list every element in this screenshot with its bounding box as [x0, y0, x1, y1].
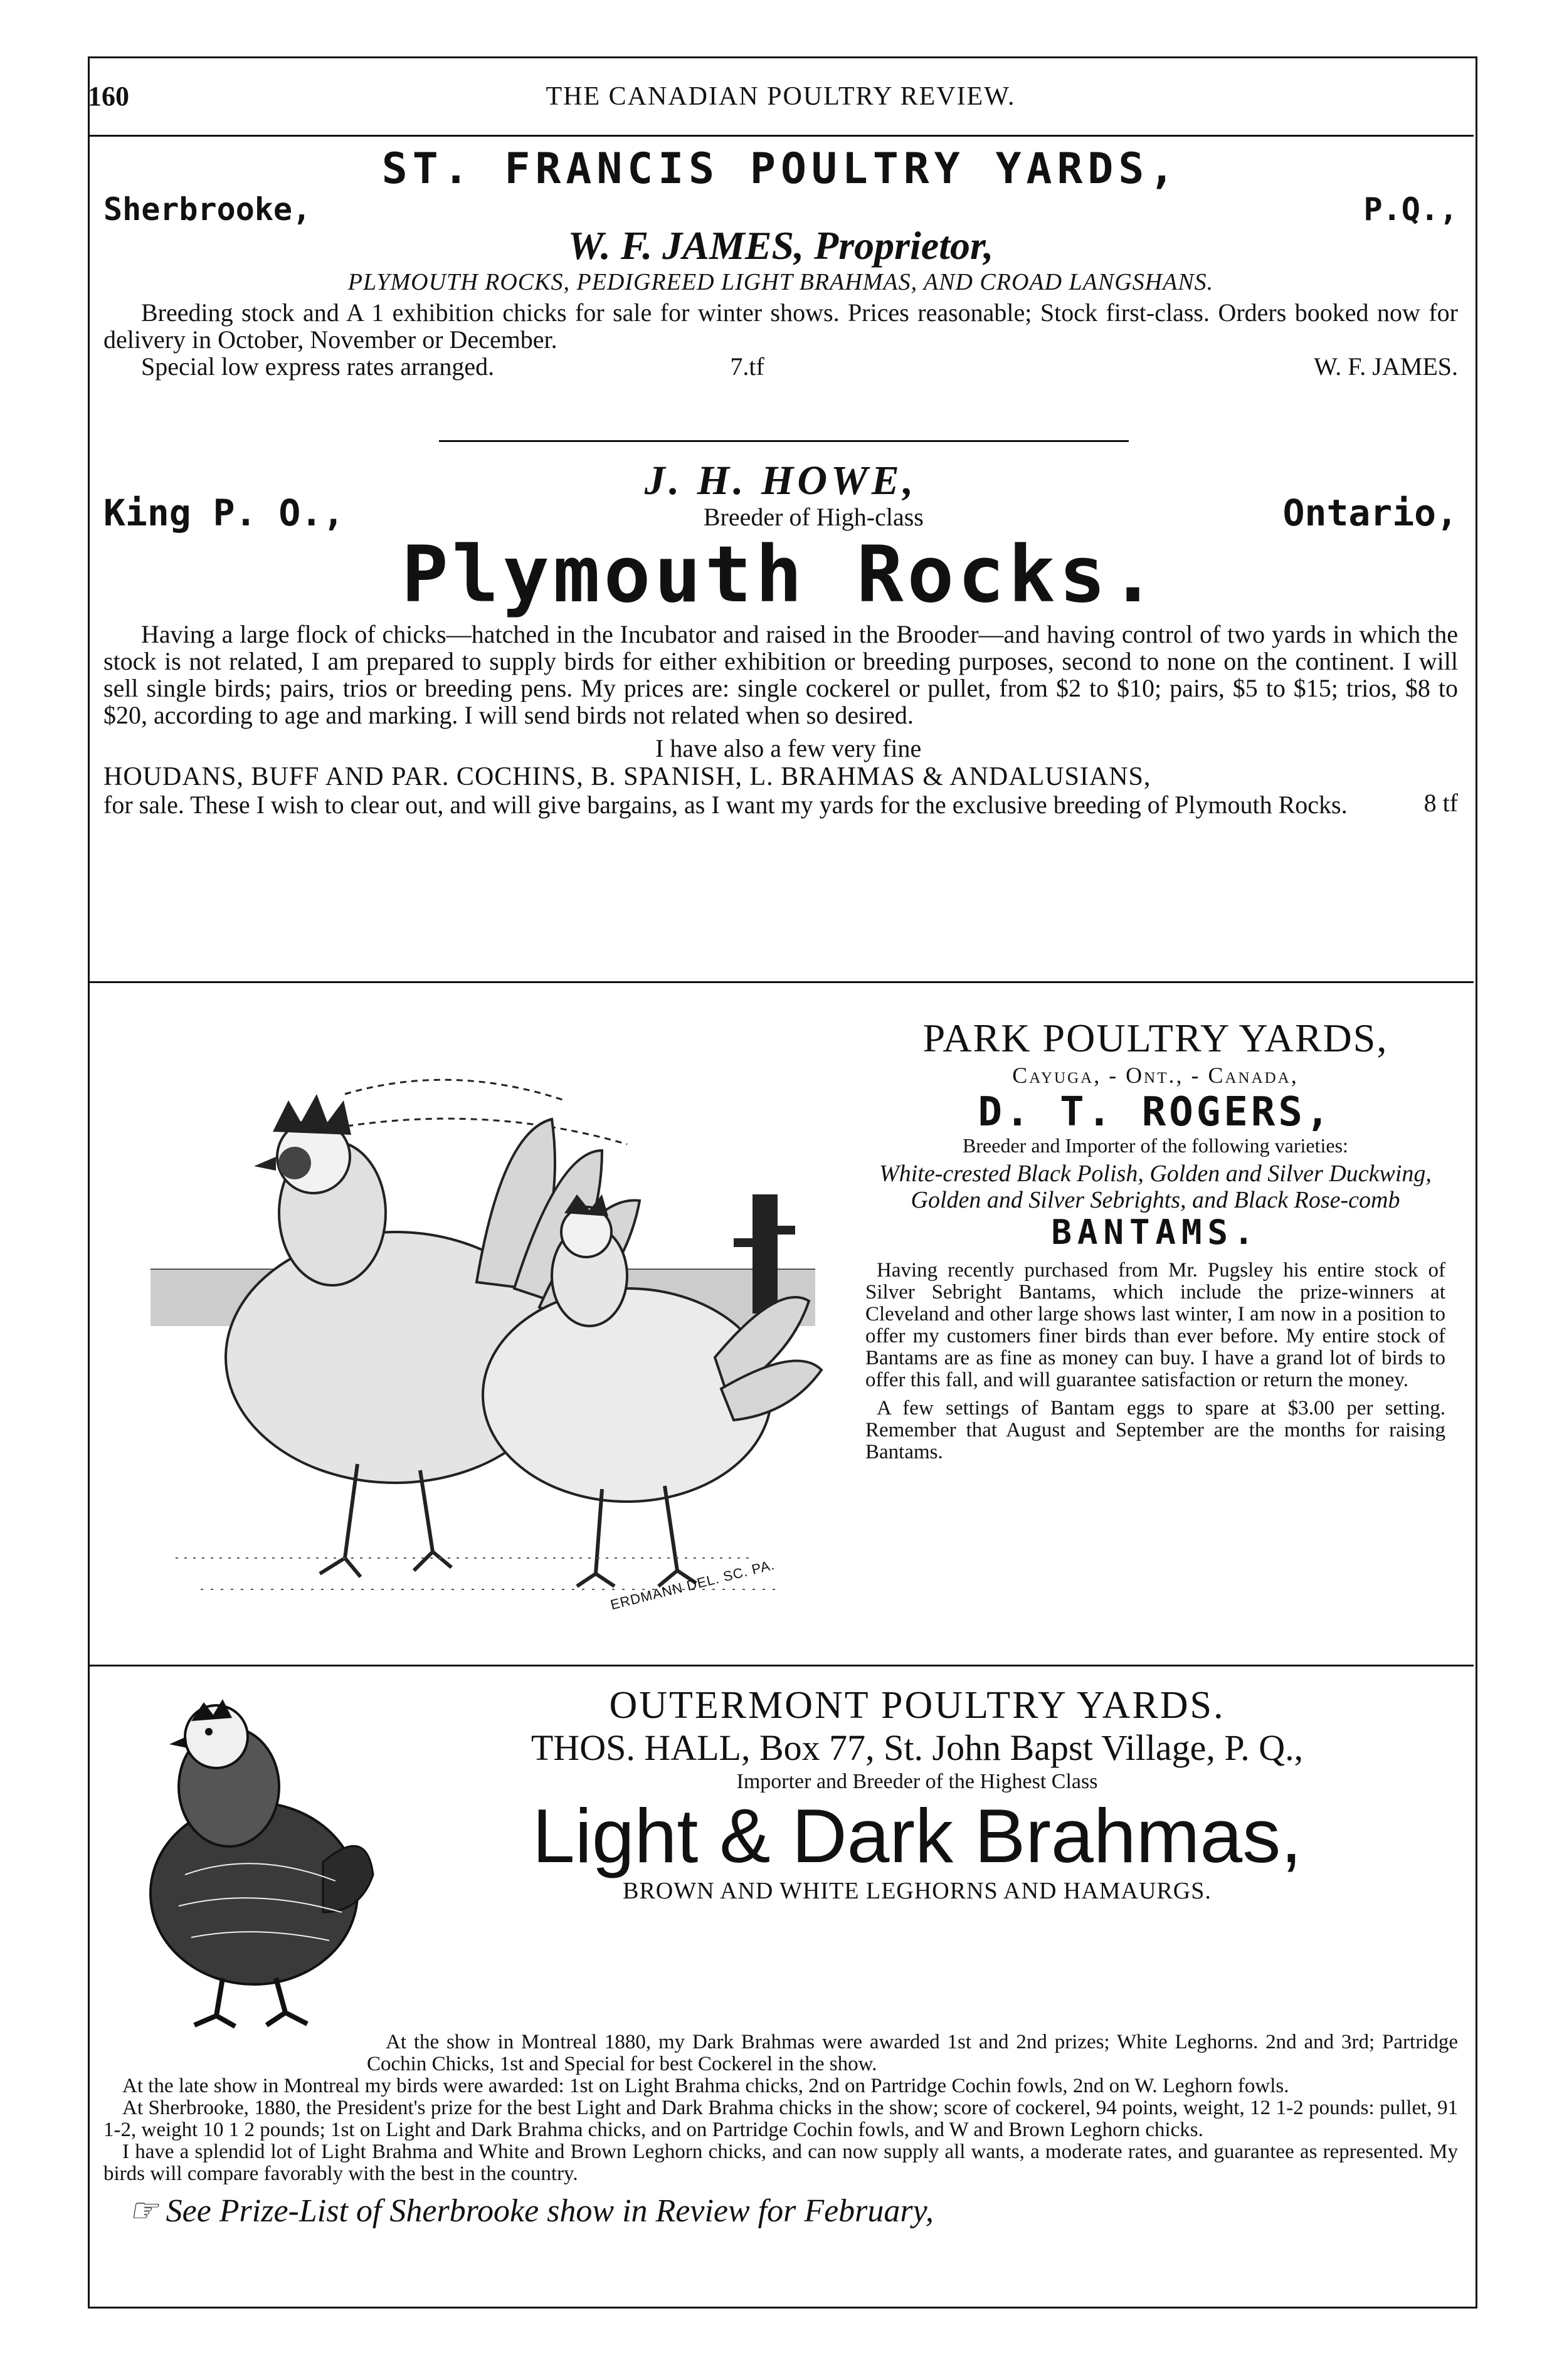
province: Ontario,	[1282, 492, 1458, 534]
ad-outermont-body	[103, 2031, 1458, 2231]
footer-note	[103, 2191, 1458, 2231]
paragraph-montreal-late: At the late show in Montreal my birds were awarded: 1st on Light Brahma chicks, 2nd on Partridge Cochin fowls, 2nd on W. Leghorn fowls.	[122, 2075, 1289, 2097]
paragraph-sherbrooke: At Sherbrooke, 1880, the President's prize for the best Light and Dark Brahma chicks in the show; score of cockerel, 94 points, weight, 12 1-2 pounds: pullet, 91 1-2, weight 10 1 2 pounds; 1st on Light and Dark Brahma chicks, and on Partridge Cochin fowls, and W and Brown Leghorn chicks.	[103, 2097, 1458, 2141]
ad-park-poultry	[865, 1016, 1445, 1463]
bantams-heading: BANTAMS.	[1051, 1213, 1260, 1252]
brahma-engraving	[135, 1687, 379, 2031]
varieties: White-crested Black Polish, Golden and Silver Duckwing, Golden and Silver Sebrights, and Black Rose-comb	[879, 1161, 1432, 1213]
ad-body: Having recently purchased from Mr. Pugsley his entire stock of Silver Sebright Bantams, which include the prize-winners at Cleveland and other large shows last winter, I am now in a position to offer my customers finer birds than ever before. My entire stock of Bantams are as fine as money can buy. I have a grand lot of birds to offer this fall, and will guarantee satisfaction or return the money.	[865, 1259, 1445, 1391]
ad-body-2: for sale. These I wish to clear out, and will give bargains, as I want my yards for the exclusive breeding of Plymouth Rocks.	[103, 791, 1348, 819]
breeds-line: BROWN AND WHITE LEGHORNS AND HAMAURGS.	[623, 1878, 1212, 1904]
breeds-line: PLYMOUTH ROCKS, PEDIGREED LIGHT BRAHMAS, AND CROAD LANGSHANS.	[347, 269, 1214, 295]
ad-body-2: A few settings of Bantam eggs to spare at $3.00 per setting. Remember that August and September are the months for raising Bantams.	[865, 1397, 1445, 1463]
header-rule	[88, 135, 1474, 137]
province: P.Q.,	[1363, 191, 1458, 228]
subtitle: Breeder and Importer of the following varieties:	[963, 1134, 1348, 1157]
running-title: THE CANADIAN POULTRY REVIEW.	[546, 82, 1016, 111]
proprietor: W. F. JAMES, Proprietor,	[568, 223, 994, 268]
also-line: I have also a few very fine	[655, 734, 922, 762]
ad-code: 8 tf	[1423, 789, 1458, 817]
separator	[88, 1665, 1474, 1667]
ad-title: PARK POULTRY YARDS,	[922, 1016, 1388, 1060]
separator	[439, 440, 1129, 442]
ad-body: Breeding stock and A 1 exhibition chicks for sale for winter shows. Prices reasonable; Stock first-class. Orders booked now for delivery in October, November or December.	[103, 298, 1458, 354]
ad-st-francis	[103, 144, 1458, 381]
paragraph-montreal-1880: At the show in Montreal 1880, my Dark Brahmas were awarded 1st and 2nd prizes; White Leghorns. 2nd and 3rd; Partridge Cochin Chicks, 1st and Special for best Cockerel in the show.	[367, 2031, 1458, 2075]
breed-headline: Plymouth Rocks.	[401, 530, 1160, 620]
engraver-signature: ERDMANN DEL. SC. PA.	[608, 1556, 776, 1613]
page-header	[88, 80, 1474, 130]
ad-title: OUTERMONT POULTRY YARDS.	[609, 1684, 1225, 1727]
separator	[88, 981, 1474, 983]
brahmas-headline: Light & Dark Brahmas,	[532, 1793, 1302, 1878]
ad-howe	[103, 458, 1458, 819]
location: Sherbrooke,	[103, 191, 312, 228]
breeds-list: HOUDANS, BUFF AND PAR. COCHINS, B. SPANISH, L. BRAHMAS & ANDALUSIANS,	[103, 762, 1151, 791]
breeder-name: D. T. ROGERS,	[978, 1089, 1333, 1135]
place: King P. O.,	[103, 492, 345, 534]
ad-body: Having a large flock of chicks—hatched in the Incubator and raised in the Brooder—and having control of two yards in which the stock is not related, I am prepared to supply birds for either exhibition or breeding purposes, second to none on the continent. I will sell single birds; pairs, trios or breeding pens. My prices are: single cockerel or pullet, from $2 to $10; pairs, $5 to $15; trios, $8 to $20, according to age and marking. I will send birds not related when so desired.	[103, 620, 1458, 729]
shipping-note: Special low express rates arranged.	[141, 352, 495, 381]
subtitle: Importer and Breeder of the Highest Class	[736, 1770, 1098, 1793]
ad-code: 7.tf	[730, 352, 764, 381]
ad-title: ST. FRANCIS POULTRY YARDS,	[381, 144, 1180, 194]
location: Cayuga, - Ont., - Canada,	[1012, 1063, 1299, 1088]
ad-outermont	[376, 1683, 1458, 1905]
breeder-name: J. H. HOWE,	[644, 458, 917, 503]
bantam-engraving	[125, 1006, 847, 1640]
page-number: 160	[88, 81, 129, 112]
pointing-hand-icon: ☞	[129, 2193, 158, 2229]
address: THOS. HALL, Box 77, St. John Bapst Village, P. Q.,	[531, 1727, 1304, 1768]
signature: W. F. JAMES.	[1314, 352, 1458, 381]
footer-text: See Prize-List of Sherbrooke show in Review for February,	[166, 2193, 934, 2229]
subtitle: Breeder of High-class	[703, 503, 924, 531]
paragraph-stock: I have a splendid lot of Light Brahma and White and Brown Leghorn chicks, and can now supply all wants, a moderate rates, and guarantee as represented. My birds will compare favorably with the best in the country.	[103, 2140, 1458, 2185]
